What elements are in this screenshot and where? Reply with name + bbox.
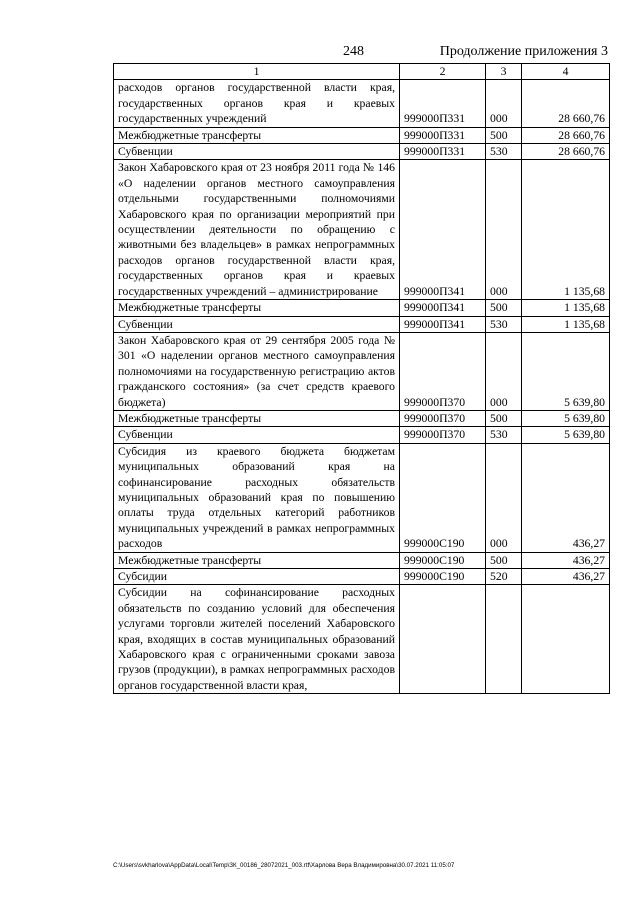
table-row [114,127,610,143]
target-code: 999000С190 [400,552,486,568]
column-header: 3 [486,64,522,80]
table-row [114,316,610,332]
amount: 436,27 [522,443,610,552]
expense-type: 000 [486,443,522,552]
target-code: 999000П341 [400,160,486,300]
row-description: Межбюджетные трансферты [114,300,400,316]
expense-type: 520 [486,569,522,585]
budget-table [113,63,610,694]
row-description: Субсидии [114,569,400,585]
table-row [114,585,610,694]
target-code: 999000П370 [400,410,486,426]
amount: 5 639,80 [522,427,610,443]
row-description: Субвенции [114,316,400,332]
column-header: 2 [400,64,486,80]
table-row [114,443,610,552]
file-path-footer: C:\Users\svkharlova\AppData\Local\Temp\ЗК_00186_28072021_003.rtf\Харлова Вера Владимировна\30.07.2021 11:05:07 [113,862,455,869]
row-description: Межбюджетные трансферты [114,127,400,143]
row-description: Закон Хабаровского края от 23 ноября 2011 года № 146 «О наделении органов местного самоуправления отдельными государственными полномочиями Хабаровского края по организации мероприятий при осуществлении деятельности по обращению с животными без владельцев» в рамках непрограммных расходов органов государственной власти края, государственных органов края и краевых государственных учреждений – администрирование [114,160,400,300]
expense-type: 000 [486,160,522,300]
expense-type: 500 [486,300,522,316]
table-row [114,144,610,160]
table-row [114,410,610,426]
target-code: 999000С190 [400,443,486,552]
expense-type: 530 [486,316,522,332]
amount: 436,27 [522,569,610,585]
target-code: 999000С190 [400,569,486,585]
amount: 28 660,76 [522,144,610,160]
amount: 28 660,76 [522,80,610,127]
row-description: Межбюджетные трансферты [114,410,400,426]
table-row [114,332,610,410]
target-code: 999000П370 [400,332,486,410]
expense-type: 530 [486,427,522,443]
row-description: Субвенции [114,144,400,160]
row-description: Субсидии на софинансирование расходных обязательств по созданию условий для обеспечения услугами торговли жителей поселений Хабаровского края, входящих в состав муниципальных образований Хабаровского края с ограниченными сроками завоза грузов (продукции), в рамках непрограммных расходов органов государственной власти края, [114,585,400,694]
table-row [114,80,610,127]
amount: 1 135,68 [522,160,610,300]
row-description: Субсидия из краевого бюджета бюджетам муниципальных образований края на софинансирование расходных обязательств муниципальных образований края по повышению оплаты труда отдельных категорий работников муниципальных учреждений в рамках непрограммных расходов [114,443,400,552]
target-code: 999000П331 [400,144,486,160]
amount: 5 639,80 [522,332,610,410]
target-code: 999000П331 [400,127,486,143]
target-code: 999000П341 [400,316,486,332]
table-row [114,569,610,585]
amount: 5 639,80 [522,410,610,426]
table-row [114,427,610,443]
amount: 436,27 [522,552,610,568]
expense-type: 000 [486,80,522,127]
target-code: 999000П341 [400,300,486,316]
target-code: 999000П370 [400,427,486,443]
amount: 1 135,68 [522,300,610,316]
expense-type [486,585,522,694]
expense-type: 500 [486,410,522,426]
row-description: Субвенции [114,427,400,443]
table-row [114,552,610,568]
table-header-row [114,64,610,80]
row-description: расходов органов государственной власти края, государственных органов края и краевых государственных учреждений [114,80,400,127]
table-row [114,160,610,300]
amount [522,585,610,694]
column-header: 1 [114,64,400,80]
target-code: 999000П331 [400,80,486,127]
expense-type: 530 [486,144,522,160]
continuation-label: Продолжение приложения 3 [439,44,608,59]
expense-type: 000 [486,332,522,410]
page-number: 248 [343,44,364,59]
target-code [400,585,486,694]
amount: 1 135,68 [522,316,610,332]
table-row [114,300,610,316]
column-header: 4 [522,64,610,80]
expense-type: 500 [486,127,522,143]
row-description: Закон Хабаровского края от 29 сентября 2005 года № 301 «О наделении органов местного самоуправления полномочиями на государственную регистрацию актов гражданского состояния» (за счет средств краевого бюджета) [114,332,400,410]
amount: 28 660,76 [522,127,610,143]
row-description: Межбюджетные трансферты [114,552,400,568]
expense-type: 500 [486,552,522,568]
